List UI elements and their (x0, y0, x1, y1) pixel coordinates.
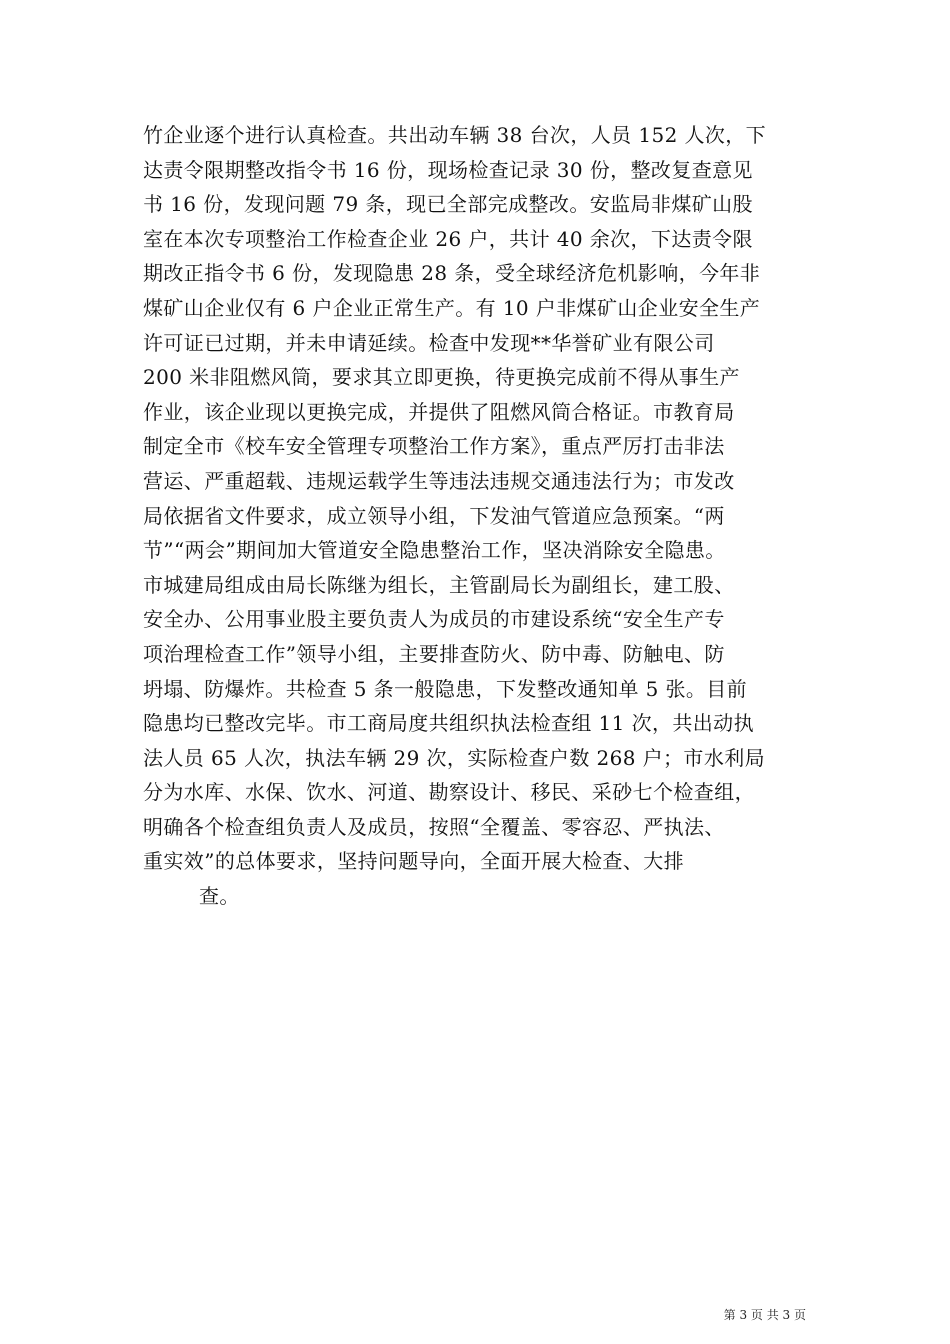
text-line: 200 米非阻燃风筒，要求其立即更换，待更换完成前不得从事生产 (143, 365, 740, 390)
text-line: 明确各个检查组负责人及成员，按照“全覆盖、零容忍、严执法、 (143, 814, 725, 839)
text-line: 作业，该企业现以更换完成，并提供了阻燃风筒合格证。市教育局 (143, 399, 735, 424)
text-line-last: 查。 (199, 884, 240, 909)
text-line: 法人员 65 人次，执法车辆 29 次，实际检查户数 268 户；市水利局 (143, 745, 766, 770)
text-line: 室在本次专项整治工作检查企业 26 户，共计 40 余次，下达责令限 (143, 226, 753, 251)
text-line: 坍塌、防爆炸。共检查 5 条一般隐患，下发整改通知单 5 张。目前 (143, 676, 748, 701)
text-line: 市城建局组成由局长陈继为组长，主管副局长为副组长，建工股、 (143, 572, 735, 597)
text-line: 局依据省文件要求，成立领导小组，下发油气管道应急预案。“两 (143, 503, 725, 528)
text-line: 分为水库、水保、饮水、河道、勘察设计、移民、采砂七个检查组， (143, 780, 755, 805)
text-line: 许可证已过期，并未申请延续。检查中发现**华誉矿业有限公司 (143, 330, 715, 355)
text-line: 重实效”的总体要求，坚持问题导向，全面开展大检查、大排 (143, 849, 685, 874)
text-line: 隐患均已整改完毕。市工商局度共组织执法检查组 11 次，共出动执 (143, 711, 754, 736)
text-line: 竹企业逐个进行认真检查。共出动车辆 38 台次，人员 152 人次，下 (143, 123, 767, 147)
text-line: 期改正指令书 6 份，发现隐患 28 条，受全球经济危机影响，今年非 (143, 261, 761, 286)
text-line: 制定全市《校车安全管理专项整治工作方案》，重点严厉打击非法 (143, 434, 725, 459)
text-line: 项治理检查工作”领导小组，主要排查防火、防中毒、防触电、防 (143, 641, 725, 666)
text-line: 达责令限期整改指令书 16 份，现场检查记录 30 份，整改复查意见 (143, 157, 753, 182)
body-text (143, 118, 823, 914)
text-line: 书 16 份，发现问题 79 条，现已全部完成整改。安监局非煤矿山股 (143, 192, 753, 217)
page-number: 第 3 页 共 3 页 (723, 1308, 806, 1322)
text-line: 煤矿山企业仅有 6 户企业正常生产。有 10 户非煤矿山企业安全生产 (143, 295, 761, 320)
text-line: 安全办、公用事业股主要负责人为成员的市建设系统“安全生产专 (143, 607, 725, 632)
text-line: 节”“两会”期间加大管道安全隐患整治工作，坚决消除安全隐患。 (143, 538, 726, 563)
text-line: 营运、严重超载、违规运载学生等违法违规交通违法行为；市发改 (143, 468, 735, 493)
